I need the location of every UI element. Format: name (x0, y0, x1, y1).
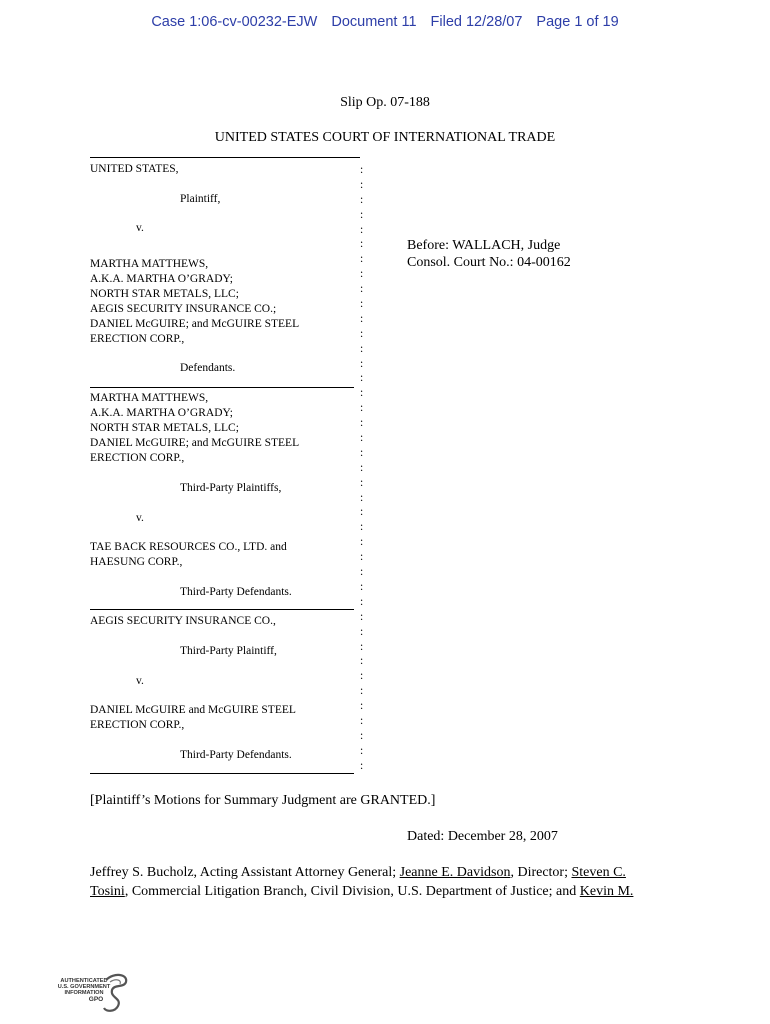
judge-line: Before: WALLACH, Judge (407, 238, 561, 253)
court-name: UNITED STATES COURT OF INTERNATIONAL TRADE (214, 130, 556, 145)
caption-defendant-line: NORTH STAR METALS, LLC; (90, 288, 239, 300)
counsel-paragraph: Jeffrey S. Bucholz, Acting Assistant Attorney General; Jeanne E. Davidson, Director; Steven C. Tosini, Commercial Litigation Branch, Civil Division, U.S. Department of Justice; and Kevin M. (90, 865, 634, 899)
caption-plaintiff: UNITED STATES, (90, 163, 179, 175)
caption-colon: : (360, 551, 364, 564)
caption-mcguire-role: Third-Party Defendants. (180, 749, 292, 761)
caption-third-party-plaintiffs-role: Third-Party Plaintiffs, (180, 482, 282, 494)
header-document: Document 11 (331, 14, 417, 30)
caption-colon: : (360, 283, 364, 296)
caption-colon: : (360, 432, 364, 445)
caption-rule-2 (90, 609, 354, 610)
caption-defendant-line: AEGIS SECURITY INSURANCE CO.; (90, 303, 277, 315)
caption-colon: : (360, 238, 364, 251)
caption-colon: : (360, 670, 364, 683)
caption-colon: : (360, 610, 364, 623)
caption-third-party-defendants-role: Third-Party Defendants. (180, 586, 292, 598)
caption-colon: : (360, 298, 364, 311)
caption-colon: : (360, 685, 364, 698)
gpo-authentication-seal: AUTHENTICATED U.S. GOVERNMENT INFORMATION GPO (44, 970, 134, 1018)
caption-colon: : (360, 655, 364, 668)
caption-colon: : (360, 312, 364, 325)
caption-versus: v. (136, 512, 144, 524)
caption-third-party-plaintiff-line: DANIEL McGUIRE; and McGUIRE STEEL (90, 437, 300, 449)
caption-colon: : (360, 417, 364, 430)
caption-colon: : (360, 476, 364, 489)
caption-colon: : (360, 178, 364, 191)
caption-colon: : (360, 253, 364, 266)
caption-aegis: AEGIS SECURITY INSURANCE CO., (90, 615, 276, 627)
caption-colon: : (360, 506, 364, 519)
caption-third-party-plaintiff-line: ERECTION CORP., (90, 452, 185, 464)
counsel-name: Kevin M. (579, 884, 634, 899)
caption-colon: : (360, 744, 364, 757)
caption-third-party-defendant-line: HAESUNG CORP., (90, 556, 183, 568)
counsel-name: Steven C. (571, 865, 626, 880)
caption-colon: : (360, 640, 364, 653)
caption-defendant-line: DANIEL McGUIRE; and McGUIRE STEEL (90, 318, 300, 330)
caption-rule-top (90, 157, 360, 158)
caption-colon: : (360, 566, 364, 579)
caption-defendants-role: Defendants. (180, 362, 236, 374)
caption-colon: : (360, 327, 364, 340)
caption-colon: : (360, 491, 364, 504)
caption-third-party-plaintiff-line: NORTH STAR METALS, LLC; (90, 422, 239, 434)
caption-colon: : (360, 595, 364, 608)
caption-third-party-plaintiff-line: MARTHA MATTHEWS, (90, 392, 209, 404)
caption-aegis-role: Third-Party Plaintiff, (180, 645, 277, 657)
caption-defendant-line: MARTHA MATTHEWS, (90, 258, 209, 270)
judge-block (407, 237, 571, 271)
caption-mcguire-line: ERECTION CORP., (90, 719, 185, 731)
caption-colon: : (360, 759, 364, 772)
caption-versus: v. (136, 675, 144, 687)
dated-line: Dated: December 28, 2007 (407, 829, 558, 844)
counsel-name: Jeanne E. Davidson (399, 865, 511, 880)
caption-colon: : (360, 357, 364, 370)
caption-colon: : (360, 268, 364, 281)
caption-colon: : (360, 402, 364, 415)
caption-defendant-line: ERECTION CORP., (90, 333, 185, 345)
caption-versus: v. (136, 222, 144, 234)
caption-colon: : (360, 625, 364, 638)
caption-third-party-defendant-line: TAE BACK RESOURCES CO., LTD. and (90, 541, 287, 553)
court-number: Consol. Court No.: 04-00162 (407, 255, 571, 270)
caption-colon: : (360, 208, 364, 221)
caption-defendant-line: A.K.A. MARTHA O’GRADY; (90, 273, 233, 285)
caption-colon: : (360, 461, 364, 474)
caption-colon: : (360, 223, 364, 236)
caption-colon-column (360, 163, 363, 774)
caption-colon: : (360, 387, 364, 400)
caption-colon: : (360, 446, 364, 459)
caption-colon: : (360, 342, 364, 355)
caption-rule-1 (90, 387, 354, 388)
caption-colon: : (360, 536, 364, 549)
caption-colon: : (360, 580, 364, 593)
holding-summary: [Plaintiff’s Motions for Summary Judgment are GRANTED.] (90, 793, 436, 808)
caption-colon: : (360, 714, 364, 727)
header-filed-date: Filed 12/28/07 (430, 14, 523, 30)
pacer-header (0, 14, 770, 30)
header-case-number: Case 1:06-cv-00232-EJW (151, 14, 318, 30)
caption-colon: : (360, 193, 364, 206)
slip-op-number: Slip Op. 07-188 (340, 95, 430, 110)
caption-colon: : (360, 372, 364, 385)
eagle-icon (100, 972, 130, 1014)
caption-plaintiff-role: Plaintiff, (180, 193, 221, 205)
caption-colon: : (360, 164, 364, 176)
caption-third-party-plaintiff-line: A.K.A. MARTHA O’GRADY; (90, 407, 233, 419)
caption-colon: : (360, 700, 364, 713)
caption-colon: : (360, 729, 364, 742)
header-page-number: Page 1 of 19 (536, 14, 619, 30)
caption-rule-bottom (90, 773, 354, 774)
caption-mcguire-line: DANIEL McGUIRE and McGUIRE STEEL (90, 704, 296, 716)
caption-colon: : (360, 521, 364, 534)
counsel-name: Tosini (90, 884, 125, 899)
